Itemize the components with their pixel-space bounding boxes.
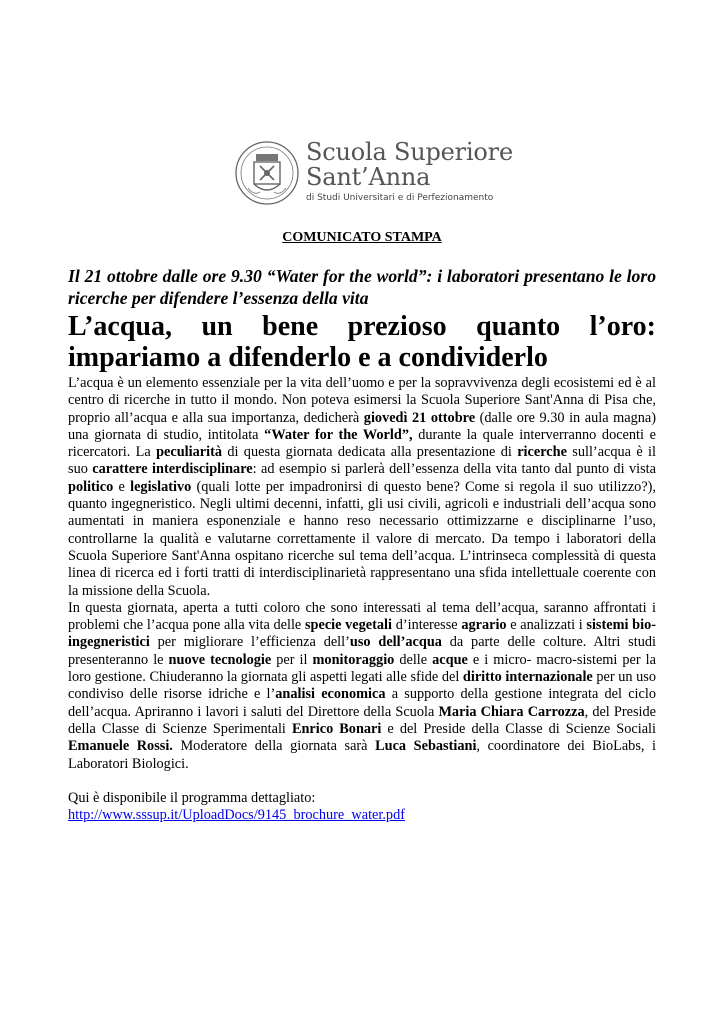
bold-text: carattere interdisciplinare — [92, 461, 253, 478]
text: d’interesse — [392, 617, 462, 634]
press-release-label: COMUNICATO STAMPA — [282, 230, 442, 245]
text: Moderatore della giornata sarà — [172, 738, 376, 755]
text: per migliorare l’efficienza dell’ — [149, 634, 350, 651]
bold-text: Emanuele Rossi. — [68, 738, 173, 755]
text: per il — [271, 651, 313, 668]
text: e del Preside della Classe di Scienze Sociali — [381, 720, 656, 737]
paragraph-2 — [68, 600, 656, 773]
bold-text: giovedì 21 ottobre — [363, 409, 476, 426]
text: , del Preside della Classe di Scienze Sperimentali — [68, 703, 657, 737]
bold-text: ricerche — [517, 444, 567, 461]
headline: L’acqua, un bene prezioso quanto l’oro: impariamo a difenderlo e a condividerlo — [68, 311, 656, 373]
text: per un uso condiviso delle risorse idriche e l’ — [68, 669, 656, 703]
logo-line-1: Scuola Superiore — [306, 138, 513, 166]
text: e analizzati i — [506, 617, 587, 634]
bold-text: Luca Sebastiani — [375, 738, 477, 755]
seal-icon — [234, 138, 300, 208]
bold-text: peculiarità — [156, 444, 222, 461]
bold-text: monitoraggio — [312, 651, 395, 668]
bold-text: analisi economica — [275, 686, 386, 703]
program-link[interactable]: http://www.sssup.it/UploadDocs/9145_brochure_water.pdf — [68, 807, 405, 824]
bold-text: Enrico Bonari — [291, 720, 382, 737]
text: e i micro- macro-sistemi per la loro gestione. Chiuderanno la giornata gli aspetti legati alle sfide del — [68, 651, 657, 686]
bold-text: nuove tecnologie — [168, 651, 272, 668]
bold-text: agrario — [461, 617, 507, 634]
text: a supporto della gestione integrata del ciclo dell’acqua. Apriranno i lavori i saluti del Direttore della Scuola — [68, 686, 656, 720]
text: da parte delle colture. Altri studi presenteranno le — [68, 634, 656, 668]
text: In questa giornata, aperta a tutti coloro che sono interessati al tema dell’acqua, saranno affrontati i problemi che l’acqua pone alla vita delle — [68, 599, 656, 634]
bold-text: acque — [432, 651, 468, 668]
bold-text: legislativo — [130, 478, 192, 495]
bold-text: specie vegetali — [304, 617, 393, 634]
text: , coordinatore dei BioLabs, i Laboratori Biologici. — [68, 738, 656, 772]
text: (quali lotte per impadronirsi di questo bene? Come si regola il suo utilizzo?), quanto ingegneristico. Negli ultimi decenni, infatti, gli usi civili, agricoli e industriali dell’acqua sono aumentati in maniera esponenziale e hanno reso necessario ottimizzarne e disciplinarne l’uso, controllarne la qualità e valutarne correttamente il valore di mercato. Da tempo i laboratori della Scuola Superiore Sant'Anna ospitano ricerche sul tema dell’acqua. L’intrinseca complessità di questa linea di ricerca ed i forti tratti di interdisciplinarietà rappresentano una sfida intellettuale coerente con la missione della Scuola. — [68, 478, 656, 599]
text: sull’acqua è il suo — [68, 444, 656, 478]
text: : ad esempio si parlerà dell’essenza della vita tanto dal punto di vista — [252, 461, 656, 478]
program-label: Qui è disponibile il programma dettagliato: — [68, 789, 316, 806]
text: delle — [394, 651, 433, 668]
article-body — [68, 375, 656, 824]
text: (dalle ore 9.30 in aula magna) una giornata di studio, intitolata — [68, 409, 656, 443]
text: durante la quale interverranno docenti e ricercatori. La — [68, 426, 656, 461]
subtitle: Il 21 ottobre dalle ore 9.30 “Water for the world”: i laboratori presentano le loro ricerche per difendere l’essenza della vita — [68, 266, 656, 308]
logo-line-2: Sant’Anna — [306, 163, 431, 191]
bold-text: uso dell’acqua — [349, 634, 442, 651]
school-logo — [234, 138, 513, 212]
bold-text: politico — [68, 478, 114, 495]
bold-text: Maria Chiara Carrozza — [438, 703, 585, 720]
bold-text: “Water for the World”, — [264, 426, 413, 443]
paragraph-1 — [68, 375, 656, 600]
bold-text: sistemi bio-ingegneristici — [68, 617, 656, 651]
bold-text: diritto internazionale — [462, 669, 593, 686]
logo-line-3: di Studi Universitari e di Perfezionamento — [306, 193, 494, 203]
text: L’acqua è un elemento essenziale per la vita dell’uomo e per la sopravvivenza degli ecosistemi ed è al centro di ricerche in tutto il mondo. Non poteva esimersi la Scuola Superiore Sant'Anna di Pisa che, proprio all’acqua e alla sua importanza, dedicherà — [68, 375, 656, 426]
text: e — [113, 478, 131, 495]
text: di questa giornata dedicata alla presentazione di — [222, 444, 518, 461]
spacer — [68, 773, 656, 790]
